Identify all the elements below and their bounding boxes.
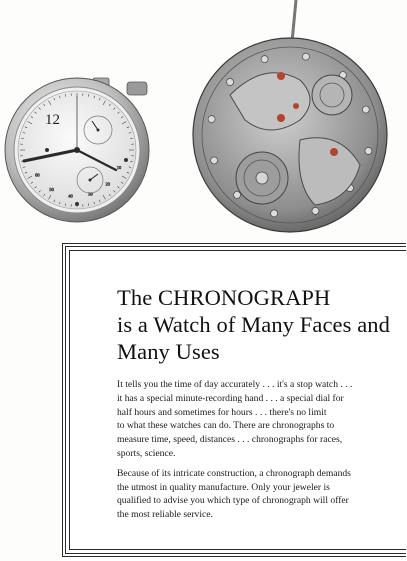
- winding-stem: [292, 0, 296, 42]
- crown-icon: [127, 82, 147, 95]
- screw-icon: [208, 116, 215, 123]
- screw-icon: [312, 207, 319, 214]
- paragraph-quality: Because of its intricate construction, a chronograph demands the utmost in quality manufacture. Only your jeweler is qualified to advise you which type of chronograph will offer the most reliable service.: [117, 467, 351, 521]
- paragraph-uses: It tells you the time of day accurately . . . it's a stop watch . . . it has a special minute-recording hand . . . a special dial for half hours and sometimes for hours . . . there's no limit to what these watches can do. There are chronographs to measure time, speed, distances . . . chronographs for races, sports, science.: [117, 379, 353, 459]
- screw-icon: [271, 210, 278, 217]
- headline-line-2: is a Watch of Many Faces and: [117, 312, 390, 337]
- column-wheel: [312, 75, 352, 115]
- dial-tick-number: 50: [49, 186, 54, 192]
- headline-product-name: CHRONOGRAPH: [158, 285, 331, 310]
- screw-icon: [362, 106, 369, 113]
- chronograph-movement: [193, 0, 387, 232]
- jewel-icon: [330, 148, 338, 156]
- headline-line-1: The CHRONOGRAPH: [117, 285, 331, 310]
- jewel-icon: [277, 72, 285, 80]
- dial-tick-number: 40: [68, 193, 73, 199]
- movement-plate: [193, 38, 387, 232]
- jewel-icon: [277, 114, 285, 122]
- headline-line-3: Many Uses: [117, 339, 220, 364]
- screw-icon: [261, 56, 268, 63]
- screw-icon: [302, 53, 309, 60]
- dial-tick-number: 30: [88, 191, 93, 197]
- screw-icon: [227, 79, 234, 86]
- dial-numeral-12: 12: [45, 112, 60, 128]
- screw-icon: [365, 147, 372, 154]
- jewel-icon: [293, 103, 299, 109]
- dial-tick-number: 60: [35, 172, 40, 178]
- headline: [117, 284, 402, 365]
- screw-icon: [234, 191, 241, 198]
- body-copy: [117, 378, 403, 528]
- watch-illustration: [0, 0, 407, 240]
- dial-tick-number: 20: [105, 181, 110, 187]
- screw-icon: [211, 157, 218, 164]
- dial-tick-number: 10: [116, 164, 122, 170]
- chronograph-watch-face: [5, 78, 149, 222]
